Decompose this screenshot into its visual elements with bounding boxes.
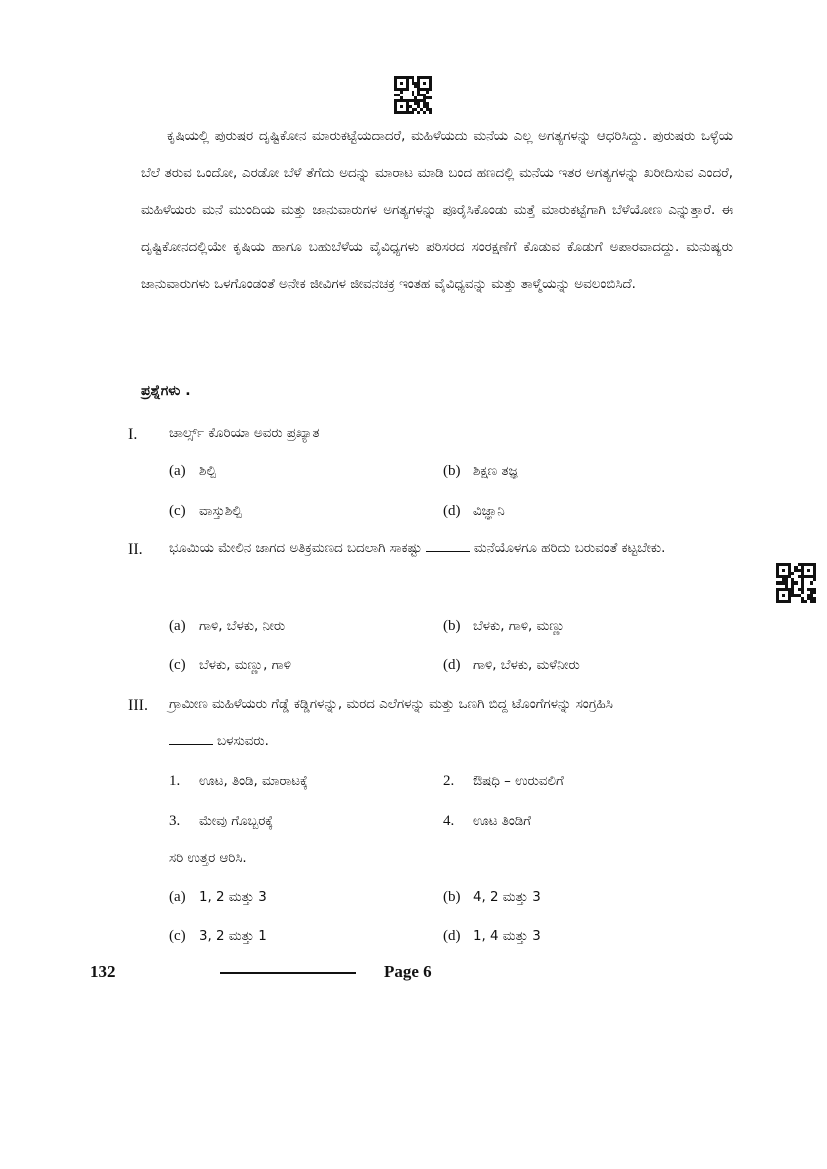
- answer-blank: [426, 551, 470, 552]
- question-2-option-a: (a) ಗಾಳಿ, ಬೆಳಕು, ನೀರು: [169, 618, 286, 634]
- footer-question-code: 132: [90, 962, 116, 981]
- question-1-option-d: (d) ವಿಜ್ಞಾನಿ: [443, 503, 505, 519]
- question-1-number: I.: [128, 426, 138, 443]
- question-3-option-d: (d) 1, 4 ಮತ್ತು 3: [443, 928, 541, 944]
- question-3-instruction: ಸರಿ ಉತ್ತರ ಆರಿಸಿ.: [169, 851, 247, 866]
- question-3-item-1: 1. ಊಟ, ತಿಂಡಿ, ಮಾರಾಟಕ್ಕೆ: [169, 773, 308, 789]
- question-1-text: ಚಾರ್ಲ್ಸ್ ಕೊರಿಯಾ ಅವರು ಪ್ರಖ್ಯಾತ: [169, 426, 320, 441]
- qr-code-side: [776, 563, 816, 603]
- question-2-number: II.: [128, 541, 143, 558]
- question-2-option-c: (c) ಬೆಳಕು, ಮಣ್ಣು, ಗಾಳಿ: [169, 657, 291, 673]
- question-3-option-c: (c) 3, 2 ಮತ್ತು 1: [169, 928, 267, 944]
- question-1-option-a: (a) ಶಿಲ್ಪಿ: [169, 463, 216, 479]
- question-3-number: III.: [128, 697, 148, 714]
- question-2-option-d: (d) ಗಾಳಿ, ಬೆಳಕು, ಮಳೆನೀರು: [443, 657, 580, 673]
- question-1-option-b: (b) ಶಿಕ್ಷಣ ತಜ್ಞ: [443, 463, 518, 479]
- question-3-option-b: (b) 4, 2 ಮತ್ತು 3: [443, 889, 541, 905]
- question-3-text: ಗ್ರಾಮೀಣ ಮಹಿಳೆಯರು ಗೆಡ್ಡೆ ಕಡ್ಡಿಗಳನ್ನು, ಮರದ ಎಲೆಗಳನ್ನು ಮತ್ತು ಒಣಗಿ ಬಿದ್ದ ಟೊಂಗೆಗಳನ್ನು ಸಂಗ್ರಹಿಸಿ ಬಳಸುವರು.: [169, 697, 613, 749]
- footer-divider: [220, 972, 356, 974]
- footer-page-number: Page 6: [384, 962, 432, 981]
- qr-code-top: [394, 76, 432, 114]
- question-3-item-3: 3. ಮೇವು ಗೊಬ್ಬರಕ್ಕೆ: [169, 813, 274, 829]
- question-2-text: ಭೂಮಿಯ ಮೇಲಿನ ಜಾಗದ ಅತಿಕ್ರಮಣದ ಬದಲಾಗಿ ಸಾಕಷ್ಟು ಮನೆಯೊಳಗೂ ಹರಿದು ಬರುವಂತೆ ಕಟ್ಟಬೇಕು.: [169, 541, 666, 556]
- questions-heading: ಪ್ರಶ್ನೆಗಳು .: [141, 383, 191, 399]
- question-3-item-4: 4. ಊಟ ತಿಂಡಿಗೆ: [443, 813, 531, 829]
- passage-text: ಕೃಷಿಯಲ್ಲಿ ಪುರುಷರ ದೃಷ್ಟಿಕೋನ ಮಾರುಕಟ್ಟೆಯದಾದರೆ, ಮಹಿಳೆಯದು ಮನೆಯ ಎಲ್ಲ ಅಗತ್ಯಗಳನ್ನು ಆಧರಿಸಿದ್ದು. ಪುರುಷರು ಒಳ್ಳೆಯ ಬೆಲೆ ತರುವ ಒಂದೋ, ಎರಡೋ ಬೆಳೆ ತೆಗೆದು ಅದನ್ನು ಮಾರಾಟ ಮಾಡಿ ಬಂದ ಹಣದಲ್ಲಿ ಮನೆಯ ಇತರ ಅಗತ್ಯಗಳನ್ನು ಖರೀದಿಸುವ ಎಂದರೆ, ಮಹಿಳೆಯರು ಮನೆ ಮುಂದಿಯ ಮತ್ತು ಜಾನುವಾರುಗಳ ಅಗತ್ಯಗಳನ್ನು ಪೂರೈಸಿಕೊಂಡು ಮತ್ತೆ ಮಾರುಕಟ್ಟೆಗಾಗಿ ಬೆಳೆಯೋಣ ಎನ್ನುತ್ತಾರೆ. ಈ ದೃಷ್ಟಿಕೋನದಲ್ಲಿಯೇ ಕೃಷಿಯ ಹಾಗೂ ಬಹುಬೆಳೆಯ ವೈವಿಧ್ಯಗಳು ಪರಿಸರದ ಸಂರಕ್ಷಣೆಗೆ ಕೊಡುವ ಕೊಡುಗೆ ಅಪಾರವಾದದ್ದು. ಮನುಷ್ಯರು ಜಾನುವಾರುಗಳು ಒಳಗೊಂಡಂತೆ ಅನೇಕ ಜೀವಿಗಳ ಜೀವನಚಕ್ರ ಇಂತಹ ವೈವಿಧ್ಯವನ್ನು ಮತ್ತು ತಾಳ್ಮೆಯನ್ನು ಅವಲಂಬಿಸಿದೆ.: [141, 129, 733, 292]
- question-3-item-2: 2. ಔಷಧಿ – ಉರುವಲಿಗೆ: [443, 773, 564, 789]
- answer-blank: [169, 744, 213, 745]
- question-3-option-a: (a) 1, 2 ಮತ್ತು 3: [169, 889, 267, 905]
- question-2-option-b: (b) ಬೆಳಕು, ಗಾಳಿ, ಮಣ್ಣು: [443, 618, 565, 634]
- question-1-option-c: (c) ವಾಸ್ತುಶಿಲ್ಪಿ: [169, 503, 242, 519]
